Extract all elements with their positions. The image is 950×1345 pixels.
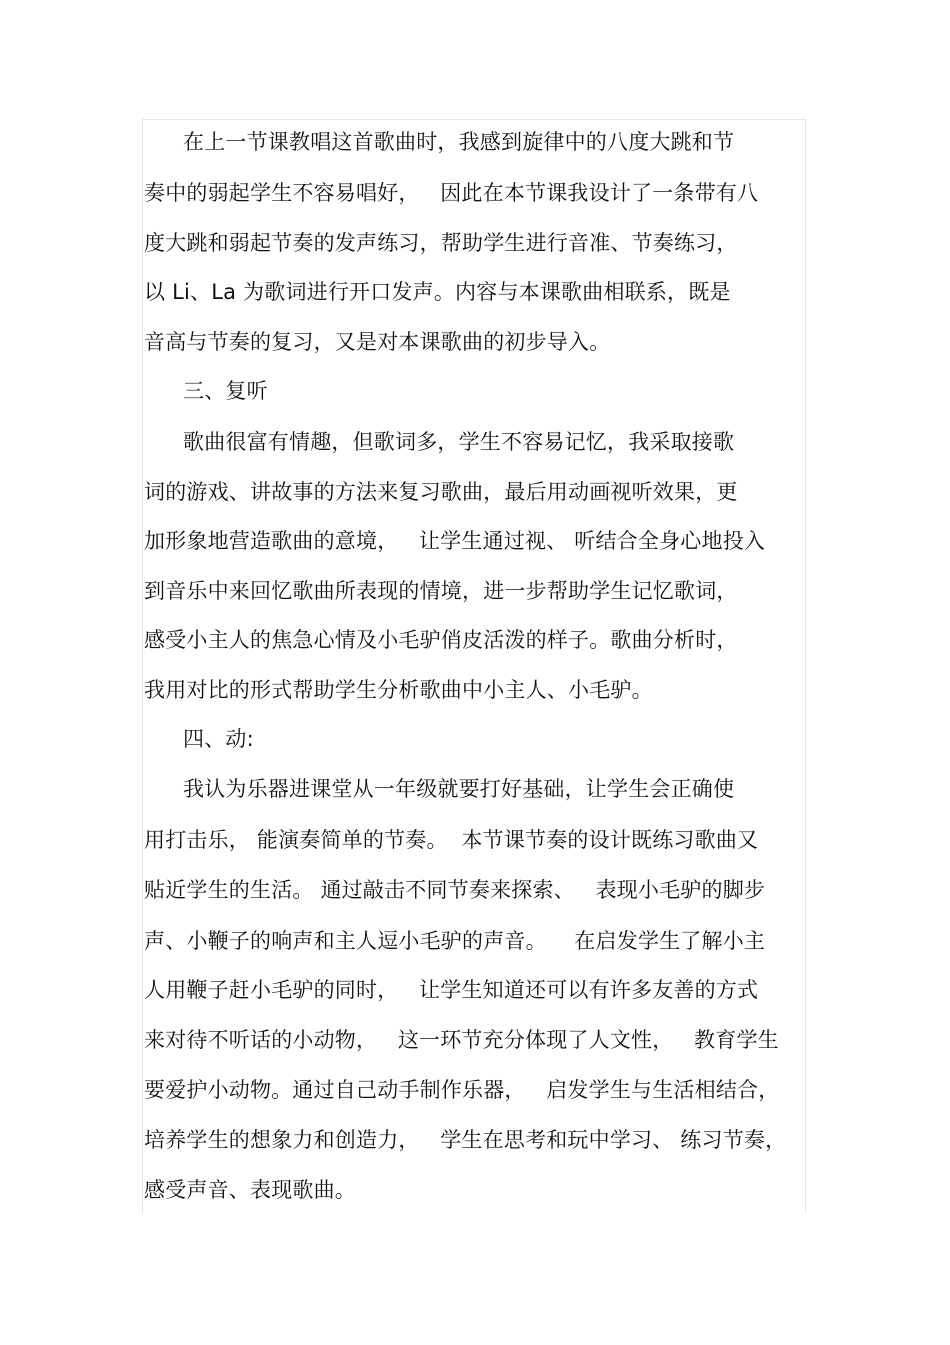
paragraph-line-3: 度大跳和弱起节奏的发声练习，帮助学生进行音准、节奏练习， [144, 231, 738, 255]
section-heading-4: 四、动: [183, 727, 254, 751]
paragraph-line-16: 人用鞭子赶小毛驴的同时， 让学生知道还可以有许多友善的方式 [144, 978, 759, 1002]
paragraph-line-17: 来对待不听话的小动物， 这一环节充分体现了人文性， 教育学生 [144, 1028, 779, 1052]
paragraph-line-14: 贴近学生的生活。 通过敲击不同节奏来探索、 表现小毛驴的脚步 [144, 878, 766, 902]
paragraph-line-13: 用打击乐， 能演奏简单的节奏。 本节课节奏的设计既练习歌曲又 [144, 828, 759, 852]
paragraph-line-11: 我用对比的形式帮助学生分析歌曲中小主人、小毛驴。 [144, 678, 653, 702]
paragraph-line-10: 感受小主人的焦急心情及小毛驴俏皮活泼的样子。歌曲分析时， [144, 628, 738, 652]
paragraph-line-4: 以 Li、La 为歌词进行开口发声。内容与本课歌曲相联系，既是 [144, 280, 731, 304]
paragraph-line-2: 奏中的弱起学生不容易唱好， 因此在本节课我设计了一条带有八 [144, 181, 759, 205]
paragraph-line-5: 音高与节奏的复习，又是对本课歌曲的初步导入。 [144, 330, 611, 354]
paragraph-line-8: 加形象地营造歌曲的意境， 让学生通过视、 听结合全身心地投入 [144, 529, 766, 553]
paragraph-line-18: 要爱护小动物。通过自己动手制作乐器， 启发学生与生活相结合， [144, 1078, 780, 1102]
paragraph-line-19: 培养学生的想象力和创造力， 学生在思考和玩中学习、 练习节奏， [144, 1128, 787, 1152]
section-heading-3: 三、复听 [183, 379, 268, 403]
paragraph-line-7: 词的游戏、讲故事的方法来复习歌曲，最后用动画视听效果，更 [144, 480, 738, 504]
paragraph-line-15: 声、小鞭子的响声和主人逗小毛驴的声音。 在启发学生了解小主 [144, 929, 766, 953]
paragraph-line-1: 在上一节课教唱这首歌曲时，我感到旋律中的八度大跳和节 [183, 130, 735, 154]
paragraph-line-6: 歌曲很富有情趣，但歌词多，学生不容易记忆，我采取接歌 [183, 430, 735, 454]
paragraph-line-20: 感受声音、表现歌曲。 [144, 1178, 356, 1202]
paragraph-line-12: 我认为乐器进课堂从一年级就要打好基础，让学生会正确使 [183, 777, 735, 801]
paragraph-line-9: 到音乐中来回忆歌曲所表现的情境，进一步帮助学生记忆歌词， [144, 579, 738, 603]
